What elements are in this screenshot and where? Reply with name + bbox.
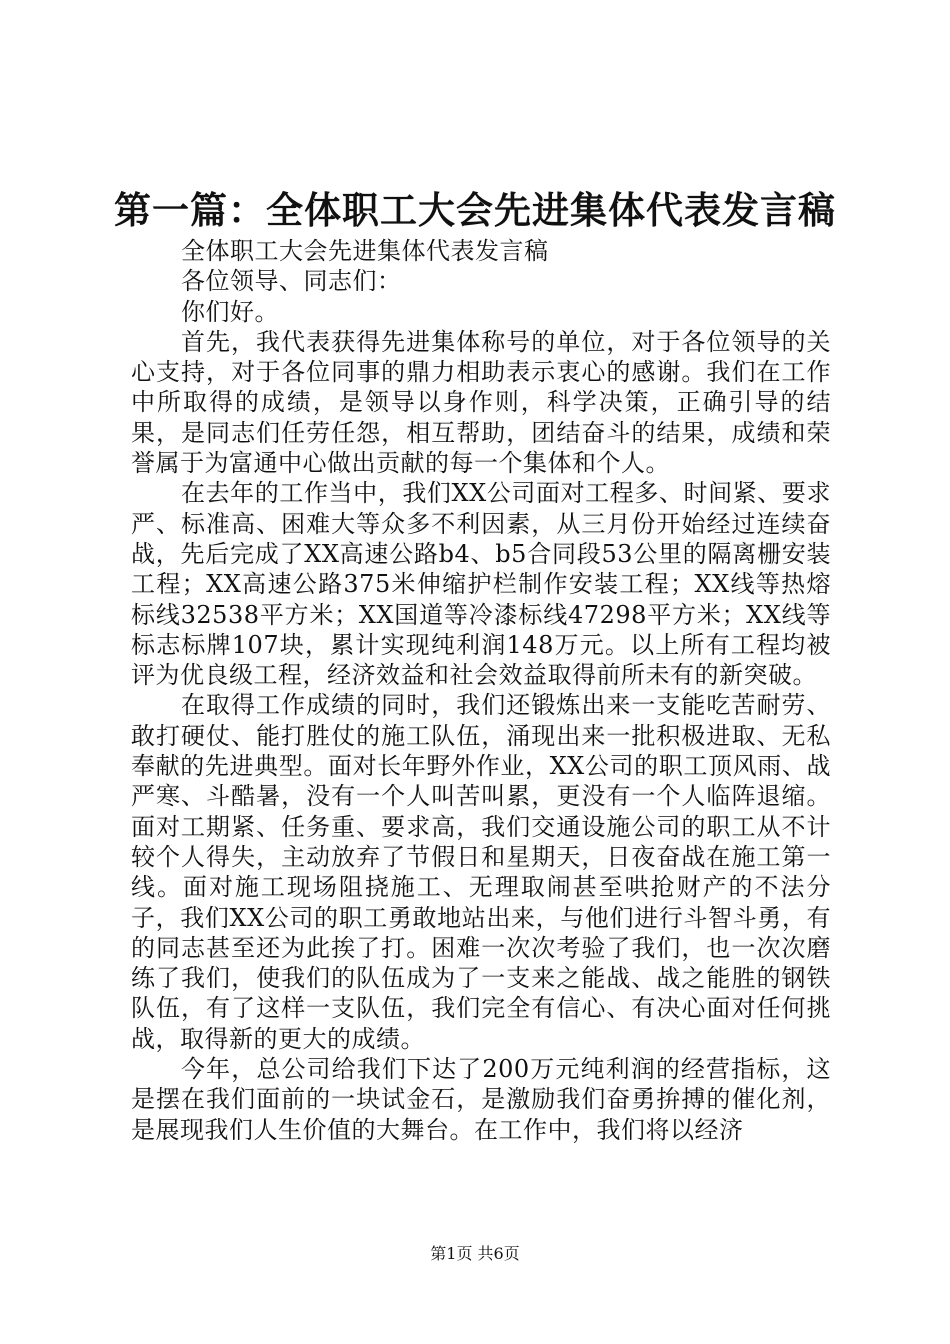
body-paragraph: 在去年的工作当中，我们XX公司面对工程多、时间紧、要求严、标准高、困难大等众多不利因素，从三月份开始经过连续奋战，先后完成了XX高速公路b4、b5合同段53公里的隔离栅安装工程；XX高速公路375米伸缩护栏制作安装工程；XX线等热熔标线32538平方米；XX国道等冷漆标线47298平方米；XX线等标志标牌107块，累计实现纯利润148万元。以上所有工程均被评为优良级工程，经济效益和社会效益取得前所未有的新突破。 xyxy=(131,479,831,690)
greeting-paragraph: 你们好。 xyxy=(181,297,279,326)
page-number-footer: 第1页 共6页 xyxy=(430,1244,520,1263)
salutation-paragraph: 各位领导、同志们： xyxy=(181,267,402,296)
document-title: 第一篇：全体职工大会先进集体代表发言稿 xyxy=(114,188,836,232)
document-body xyxy=(131,236,831,1145)
subtitle-paragraph: 全体职工大会先进集体代表发言稿 xyxy=(181,237,549,265)
body-paragraph: 今年，总公司给我们下达了200万元纯利润的经营指标，这是摆在我们面前的一块试金石，是激励我们奋勇拚搏的催化剂，是展现我们人生价值的大舞台。在工作中，我们将以经济 xyxy=(131,1055,831,1144)
body-paragraph: 首先，我代表获得先进集体称号的单位，对于各位领导的关心支持，对于各位同事的鼎力相助表示衷心的感谢。我们在工作中所取得的成绩，是领导以身作则，科学决策，正确引导的结果，是同志们任劳任怨，相互帮助，团结奋斗的结果，成绩和荣誉属于为富通中心做出贡献的每一个集体和个人。 xyxy=(131,327,831,478)
body-paragraph: 在取得工作成绩的同时，我们还锻炼出来一支能吃苦耐劳、敢打硬仗、能打胜仗的施工队伍，涌现出来一批积极进取、无私奉献的先进典型。面对长年野外作业，XX公司的职工顶风雨、战严寒、斗酷暑，没有一个人叫苦叫累，更没有一个人临阵退缩。面对工期紧、任务重、要求高，我们交通设施公司的职工从不计较个人得失，主动放弃了节假日和星期天，日夜奋战在施工第一线。面对施工现场阻挠施工、无理取闹甚至哄抢财产的不法分子，我们XX公司的职工勇敢地站出来，与他们进行斗智斗勇，有的同志甚至还为此挨了打。困难一次次考验了我们，也一次次磨练了我们，使我们的队伍成为了一支来之能战、战之能胜的钢铁队伍，有了这样一支队伍，我们完全有信心、有决心面对任何挑战，取得新的更大的成绩。 xyxy=(131,691,831,1053)
